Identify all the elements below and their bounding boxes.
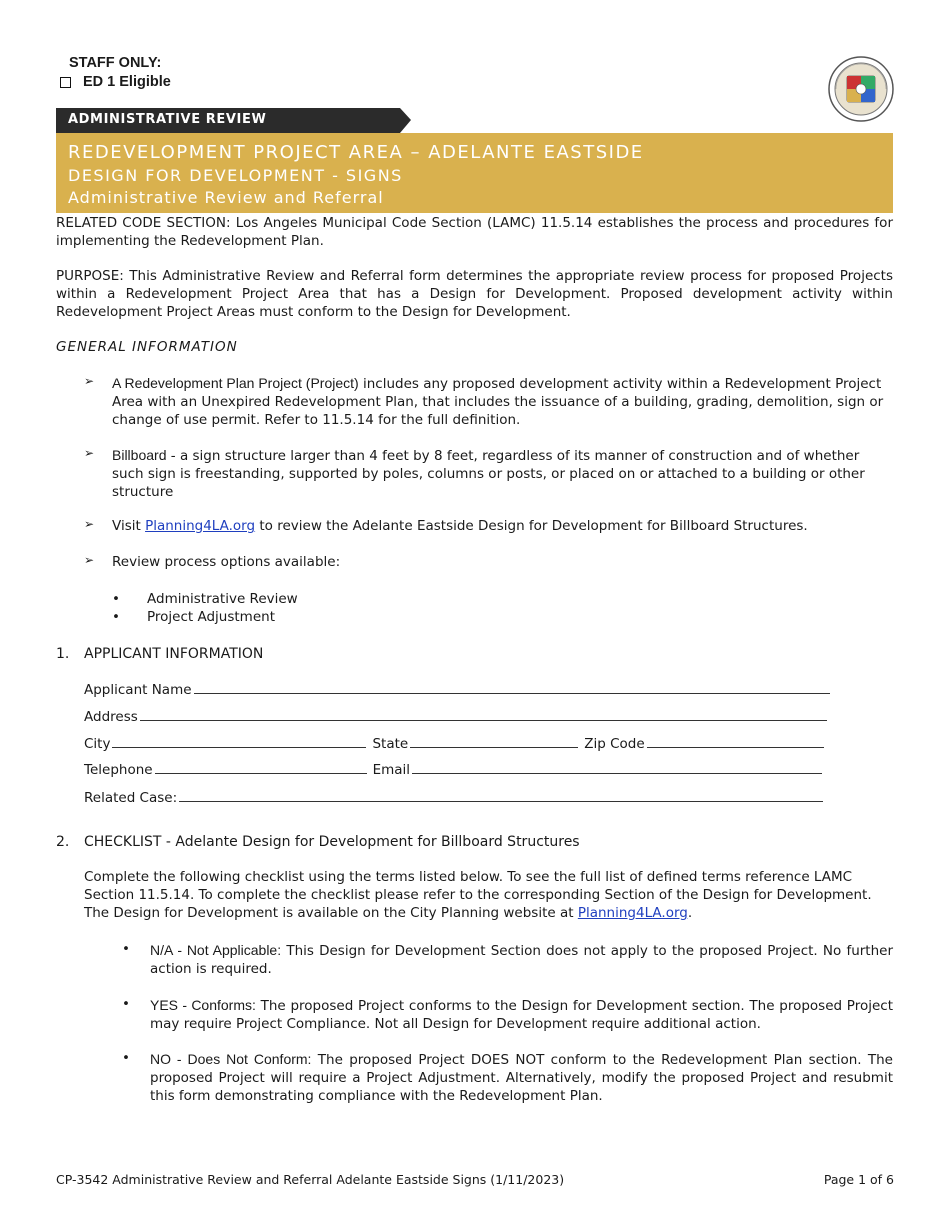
visit-text-post: to review the Adelante Eastside Design for Development for Billboard Structures. xyxy=(255,518,808,534)
address-field: Address xyxy=(84,708,827,726)
telephone-input[interactable] xyxy=(155,761,367,774)
general-bullet-3 xyxy=(84,517,893,535)
related-case-input[interactable] xyxy=(179,789,823,802)
staff-only-title: STAFF ONLY: xyxy=(69,55,162,71)
bullet-icon: • xyxy=(122,941,130,957)
title-line-3: Administrative Review and Referral xyxy=(68,188,384,207)
checklist-term-no: • NO - Does Not Conform: The proposed Project DOES NOT conform to the Redevelopment Plan section. The proposed Project will require a Project Adjustment. Alternatively, modify the proposed Project and resubmit this form demonstrating compliance with the Redevelopment Plan. xyxy=(122,1050,893,1104)
arrow-bullet-icon: ➢ xyxy=(84,553,95,567)
related-case-field: Related Case: xyxy=(84,789,823,807)
title-line-1: REDEVELOPMENT PROJECT AREA – ADELANTE EASTSIDE xyxy=(68,142,644,163)
project-definition: includes any proposed development activity within a Redevelopment Project Area with an Unexpired Redevelopment Plan, that includes the issuance of a building, grading, demolition, sign or change of use permit. Refer to 11.5.14 for the full definition. xyxy=(112,376,884,428)
general-bullet-4 xyxy=(84,553,893,571)
title-block xyxy=(56,133,893,213)
arrow-bullet-icon: ➢ xyxy=(84,374,95,388)
address-input[interactable] xyxy=(140,708,827,721)
footer-form-id: CP-3542 Administrative Review and Referral Adelante Eastside Signs (1/11/2023) xyxy=(56,1172,565,1187)
staff-only-box xyxy=(66,54,171,92)
related-code-text: RELATED CODE SECTION: Los Angeles Municipal Code Section (LAMC) 11.5.14 establishes the process and procedures for implementing the Redevelopment Plan. xyxy=(56,215,893,249)
city-seal-icon xyxy=(828,56,894,122)
planning4la-link[interactable]: Planning4LA.org xyxy=(145,518,256,534)
state-input[interactable] xyxy=(410,735,578,748)
bullet-icon: • xyxy=(122,996,130,1012)
review-options-text: Review process options available: xyxy=(112,554,341,570)
billboard-term: Billboard xyxy=(112,447,167,463)
applicant-name-input[interactable] xyxy=(194,681,830,694)
arrow-bullet-icon: ➢ xyxy=(84,446,95,460)
review-option: • Project Adjustment xyxy=(112,609,275,625)
general-bullet-2 xyxy=(84,446,893,501)
section-2-heading: 2. CHECKLIST - Adelante Design for Development for Billboard Structures xyxy=(56,834,580,850)
review-option: • Administrative Review xyxy=(112,591,298,607)
admin-review-tab-label: ADMINISTRATIVE REVIEW xyxy=(68,112,267,127)
project-term: A Redevelopment Plan Project (Project) xyxy=(112,375,359,391)
section-2-title: CHECKLIST - Adelante Design for Development for Billboard Structures xyxy=(84,834,580,850)
visit-text: Visit xyxy=(112,518,146,534)
telephone-email-row: Telephone Email xyxy=(84,761,822,779)
city-input[interactable] xyxy=(112,735,366,748)
footer-page-number: Page 1 of 6 xyxy=(823,1172,894,1187)
arrow-bullet-icon: ➢ xyxy=(84,517,95,531)
general-information-heading: GENERAL INFORMATION xyxy=(56,339,238,355)
title-line-2: DESIGN FOR DEVELOPMENT - SIGNS xyxy=(68,166,403,185)
section-1-heading: 1. APPLICANT INFORMATION xyxy=(56,646,264,662)
review-options-list xyxy=(112,590,298,626)
purpose-section xyxy=(56,267,893,321)
bullet-icon: • xyxy=(122,1050,130,1066)
applicant-name-field: Applicant Name xyxy=(84,681,830,699)
related-code-section xyxy=(56,214,893,250)
city-state-zip-row: City State Zip Code xyxy=(84,735,824,753)
ed1-checkbox-label: ED 1 Eligible xyxy=(83,74,171,90)
email-input[interactable] xyxy=(412,761,822,774)
zip-input[interactable] xyxy=(647,735,824,748)
checklist-term-yes: • YES - Conforms: The proposed Project conforms to the Design for Development section. The proposed Project may require Project Compliance. Not all Design for Development require additional action. xyxy=(122,996,893,1032)
billboard-definition: - a sign structure larger than 4 feet by 8 feet, regardless of its manner of construction and of whether such sign is freestanding, supported by poles, columns or posts, or placed on or attached to a building or other structure xyxy=(112,448,865,500)
section-1-title: APPLICANT INFORMATION xyxy=(84,646,264,662)
planning4la-link-2[interactable]: Planning4LA.org xyxy=(577,905,688,921)
checklist-intro: Complete the following checklist using the terms listed below. To see the full list of defined terms reference LAMC Section 11.5.14. To complete the checklist please refer to the corresponding Section of the Design for Development. The Design for Development is available on the City Planning website at Planning4LA.org. xyxy=(84,869,872,921)
general-bullet-1 xyxy=(84,374,893,429)
checklist-term-na: • N/A - Not Applicable: This Design for Development Section does not apply to the proposed Project. No further action is required. xyxy=(122,941,894,977)
ed1-checkbox[interactable] xyxy=(60,77,71,88)
purpose-text: PURPOSE: This Administrative Review and Referral form determines the appropriate review process for proposed Projects within a Redevelopment Project Area that has a Design for Development. Proposed development activity within Redevelopment Project Areas must conform to the Design for Development. xyxy=(56,268,893,320)
